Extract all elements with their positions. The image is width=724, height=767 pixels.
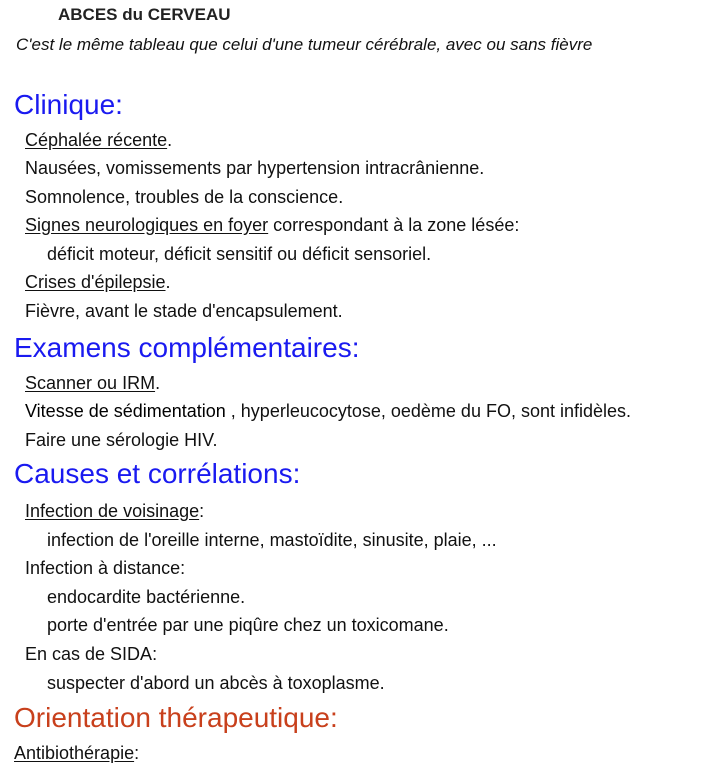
subtitle-part-2: que celui d'une tumeur cérébrale, avec ou sans fièvre [189,35,593,54]
item-signes [25,214,519,236]
item-deficit: déficit moteur, déficit sensitif ou déficit sensoriel. [47,244,432,264]
item-vitesse [25,400,631,422]
item-somnolence: Somnolence, troubles de la conscience. [25,187,344,207]
link-signes-neurologiques[interactable]: Signes neurologiques en foyer [25,215,269,235]
item-voisinage [25,500,204,522]
page-title: ABCES du CERVEAU [58,5,231,24]
subtitle-part-1: C'est le même tableau [16,35,190,54]
vitesse-sedimentation: Vitesse de sédimentation [25,401,226,421]
item-sida: En cas de SIDA: [25,644,158,664]
item-nausees: Nausées, vomissements par hypertension intracrânienne. [25,158,485,178]
item-voisinage-tail: : [199,501,205,521]
item-scanner-tail: . [155,373,161,393]
item-endocardite: endocardite bactérienne. [47,587,246,607]
item-crises [25,271,171,293]
item-signes-tail: correspondant à la zone lésée: [268,215,520,235]
link-antibiotherapie[interactable]: Antibiothérapie [14,743,135,763]
link-infection-voisinage[interactable]: Infection de voisinage [25,501,200,521]
section-heading-examens: Examens complémentaires: [14,332,360,363]
item-voisinage-detail: infection de l'oreille interne, mastoïdite, sinusite, plaie, ... [47,530,497,550]
section-heading-causes: Causes et corrélations: [14,458,301,489]
link-crises-epilepsie[interactable]: Crises d'épilepsie [25,272,166,292]
item-cephalee-tail: . [167,130,173,150]
item-antibiotherapie-tail: : [134,743,140,763]
item-suspecter: suspecter d'abord un abcès à toxoplasme. [47,673,385,693]
item-serologie: Faire une sérologie HIV. [25,430,218,450]
link-cephalee[interactable]: Céphalée récente [25,130,168,150]
item-vitesse-tail: , hyperleucocytose, oedème du FO, sont infidèles. [225,401,632,421]
item-distance: Infection à distance: [25,558,186,578]
section-heading-orientation: Orientation thérapeutique: [14,702,338,733]
item-cephalee [25,129,172,151]
item-scanner [25,372,160,394]
item-antibiotherapie [14,742,139,764]
link-scanner-irm[interactable]: Scanner ou IRM [25,373,156,393]
item-fievre: Fièvre, avant le stade d'encapsulement. [25,301,343,321]
item-porte-entree: porte d'entrée par une piqûre chez un toxicomane. [47,615,449,635]
section-heading-clinique: Clinique: [14,89,123,120]
item-crises-tail: . [165,272,171,292]
page-subtitle [16,35,592,55]
